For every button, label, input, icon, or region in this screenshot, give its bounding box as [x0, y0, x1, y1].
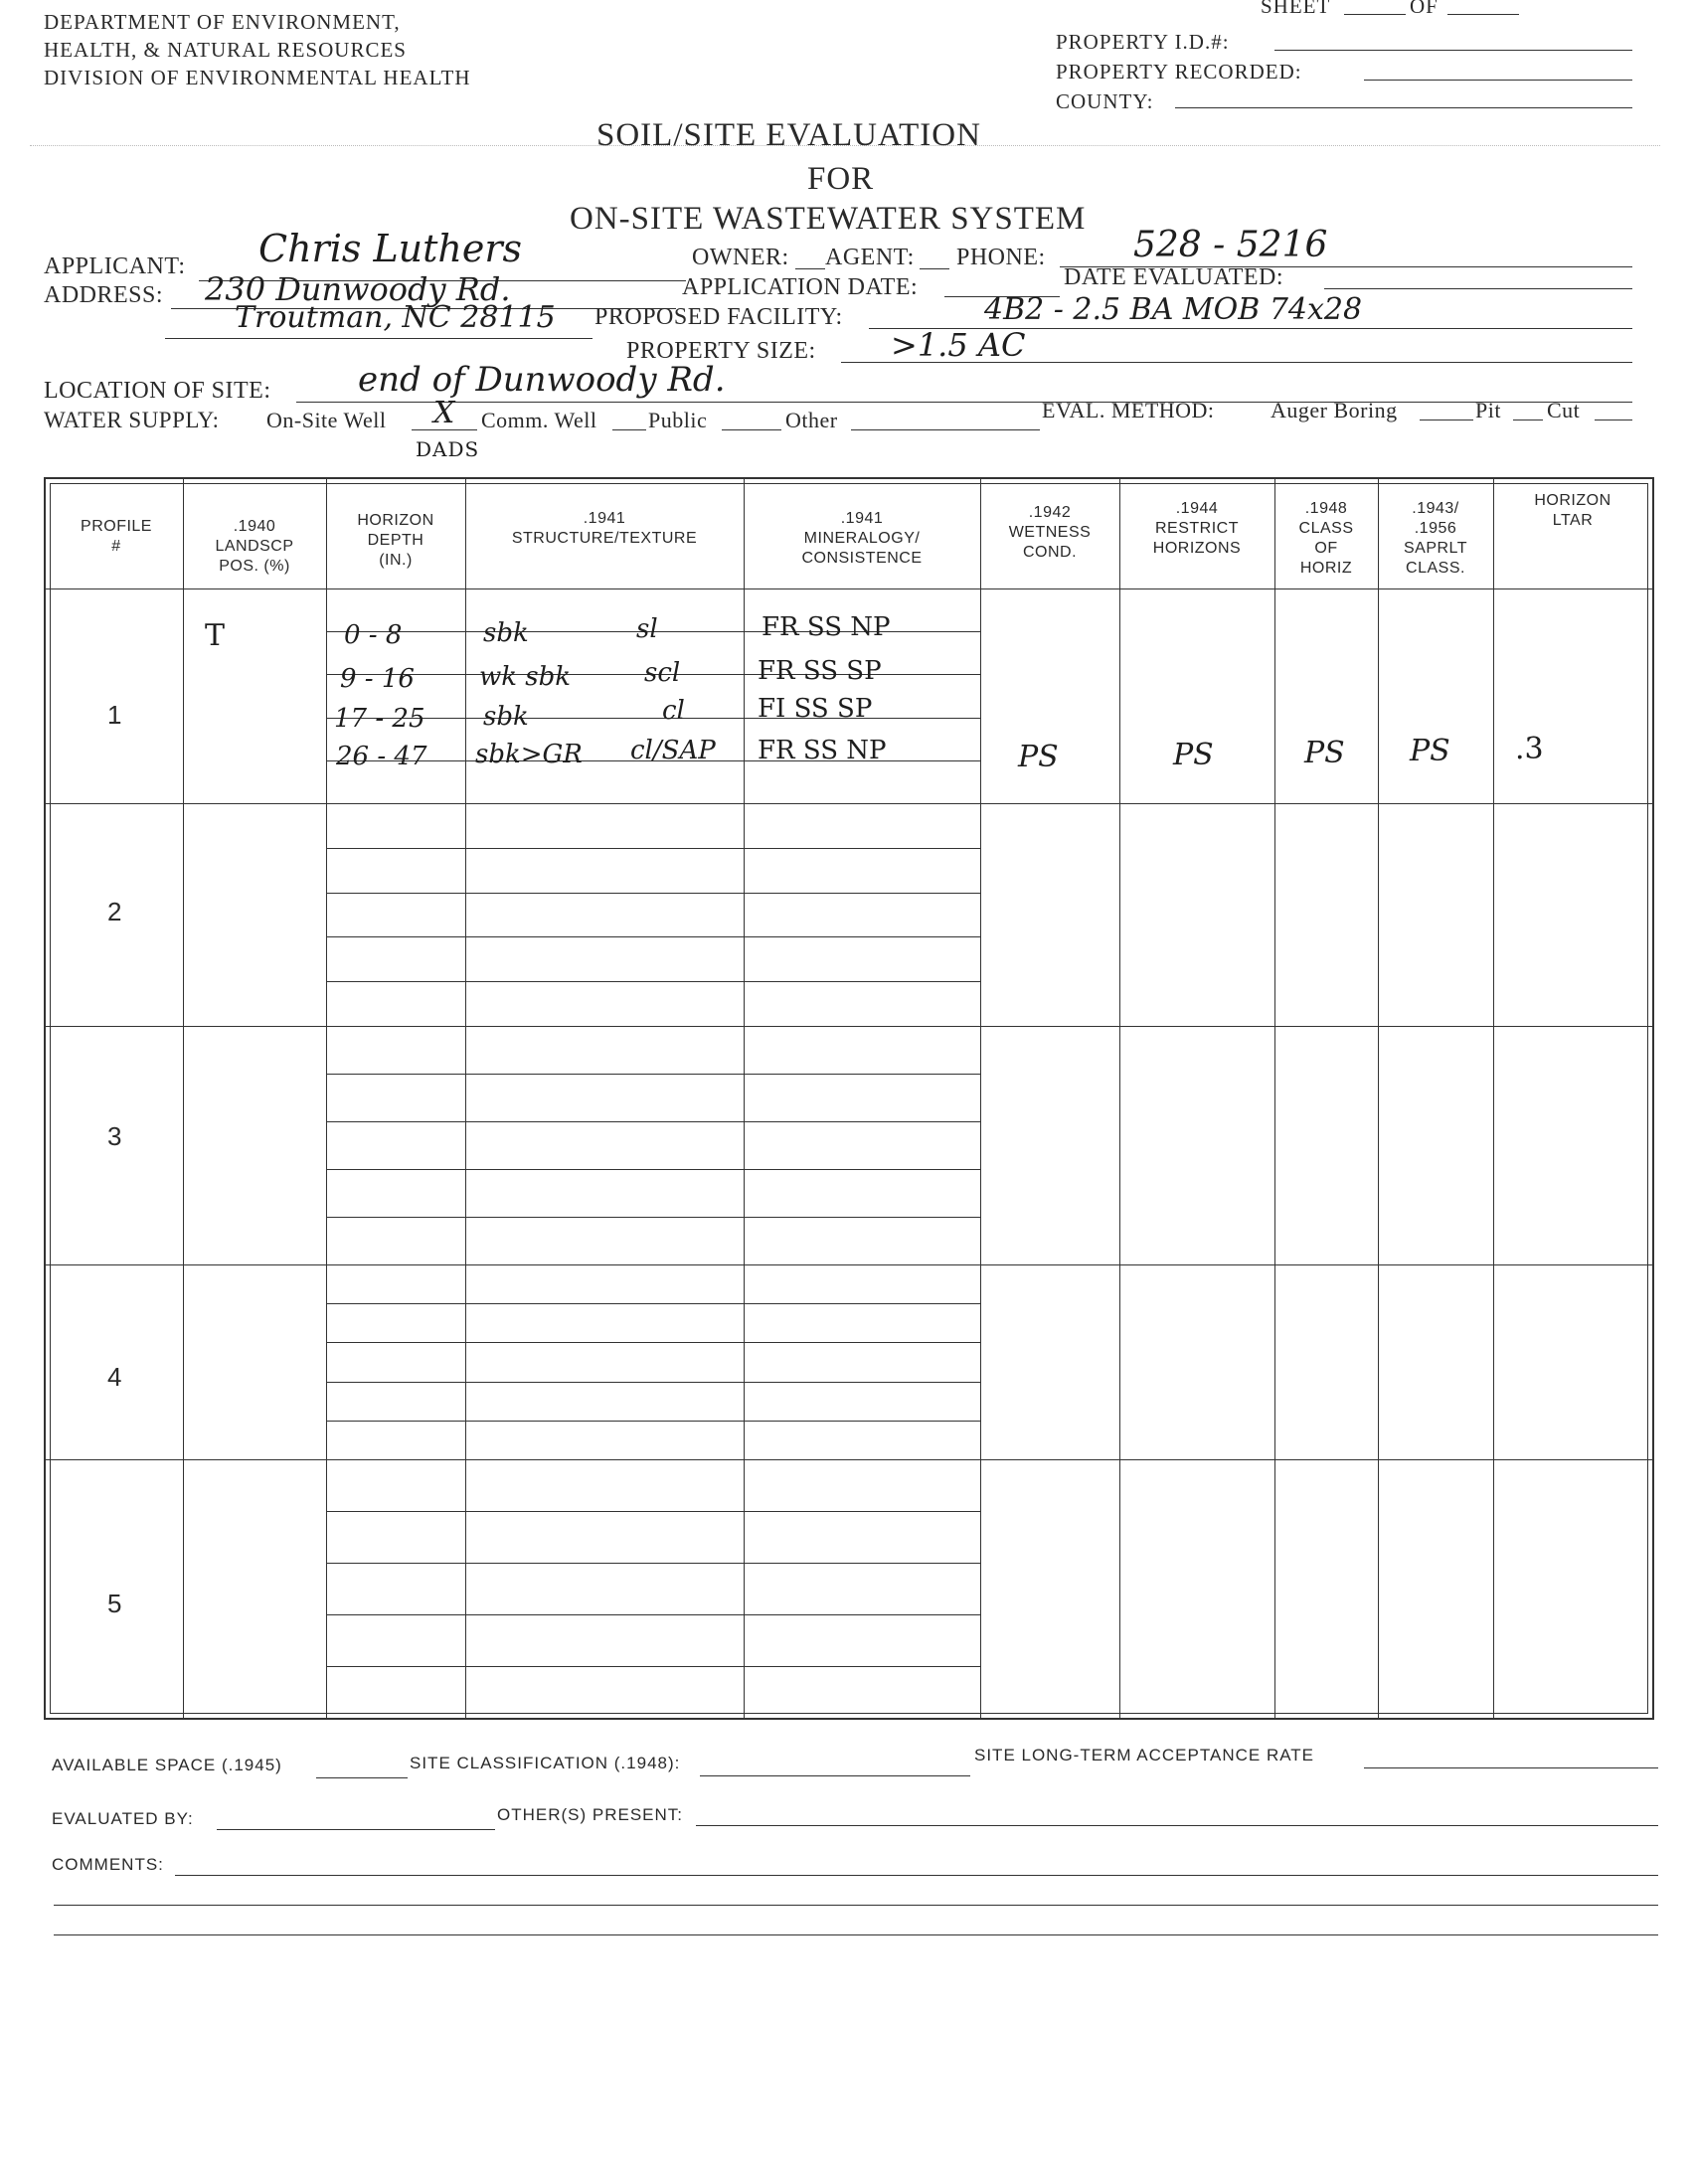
comments-label: COMMENTS:	[52, 1855, 164, 1874]
of-label: OF	[1410, 0, 1439, 18]
ltar-label: SITE LONG-TERM ACCEPTANCE RATE	[974, 1746, 1315, 1764]
evaluated-by-label: EVALUATED BY:	[52, 1809, 194, 1828]
comm-well-label: Comm. Well	[481, 408, 597, 432]
property-recorded-field[interactable]	[1364, 80, 1632, 81]
location-value: end of Dunwoody Rd.	[358, 360, 726, 400]
application-date-label: APPLICATION DATE:	[682, 274, 919, 300]
of-field[interactable]	[1447, 14, 1519, 15]
on-site-well-label: On-Site Well	[266, 408, 387, 432]
profile-number-2: 2	[107, 897, 122, 926]
col-header-landscape: .1940 LANDSCP POS. (%)	[215, 518, 294, 575]
phone-label: PHONE:	[956, 245, 1046, 270]
public-label: Public	[648, 408, 708, 432]
on-site-well-check: X	[433, 396, 455, 430]
available-space-label: AVAILABLE SPACE (.1945)	[52, 1756, 282, 1774]
horizon-row-line	[326, 981, 980, 982]
col-line	[465, 479, 466, 1718]
comm-well-field[interactable]	[612, 429, 646, 430]
comments-field-2[interactable]	[54, 1905, 1658, 1906]
pit-label: Pit	[1475, 398, 1501, 422]
address-value-2: Troutman, NC 28115	[235, 300, 556, 335]
p1-row4-texture: cl/SAP	[630, 736, 716, 765]
p1-ltar: .3	[1515, 732, 1544, 766]
p1-row1-texture: sl	[636, 614, 658, 644]
evaluated-by-field[interactable]	[217, 1829, 495, 1830]
p1-row3-structure: sbk	[483, 702, 529, 732]
horizon-row-line	[326, 1303, 980, 1304]
profile-divider	[46, 1026, 1652, 1027]
sheet-label: SHEET	[1261, 0, 1331, 18]
location-field[interactable]	[296, 402, 1632, 403]
col-line	[326, 479, 327, 1718]
horizon-row-line	[326, 1563, 980, 1564]
p1-row3-mineralogy: FI SS SP	[758, 694, 873, 724]
location-label: LOCATION OF SITE:	[44, 378, 271, 404]
horizon-row-line	[326, 1074, 980, 1075]
address-label: ADDRESS:	[44, 282, 164, 308]
profile-number-4: 4	[107, 1362, 122, 1392]
others-present-field[interactable]	[696, 1825, 1658, 1826]
p1-restrict: PS	[1173, 738, 1214, 772]
p1-row2-structure: wk sbk	[479, 662, 572, 692]
horizon-row-line	[326, 936, 980, 937]
profile-number-3: 3	[107, 1121, 122, 1151]
p1-row2-texture: scl	[644, 658, 681, 688]
profile-divider	[46, 803, 1652, 804]
available-space-field[interactable]	[316, 1777, 408, 1778]
comments-field-3[interactable]	[54, 1934, 1658, 1935]
dept-line-3: DIVISION OF ENVIRONMENTAL HEALTH	[44, 66, 471, 89]
auger-boring-label: Auger Boring	[1270, 398, 1398, 422]
col-header-ltar: HORIZON LTAR	[1534, 492, 1611, 529]
property-size-value: >1.5 AC	[891, 326, 1026, 364]
date-evaluated-field[interactable]	[1324, 288, 1632, 289]
property-id-field[interactable]	[1274, 50, 1632, 51]
profile-number-5: 5	[107, 1589, 122, 1618]
col-line	[1493, 479, 1494, 1718]
p1-wetness: PS	[1018, 740, 1059, 774]
date-evaluated-label: DATE EVALUATED:	[1064, 264, 1284, 290]
county-field[interactable]	[1175, 107, 1632, 108]
form-title-for: FOR	[807, 161, 875, 197]
well-note: DADS	[416, 437, 480, 461]
proposed-facility-label: PROPOSED FACILITY:	[594, 304, 843, 330]
col-line	[183, 479, 184, 1718]
comments-field-1[interactable]	[175, 1875, 1658, 1876]
col-header-mineralogy: .1941 MINERALOGY/ CONSISTENCE	[801, 510, 923, 567]
horizon-row-line	[326, 1421, 980, 1422]
others-present-label: OTHER(S) PRESENT:	[497, 1805, 684, 1824]
water-supply-label: WATER SUPPLY:	[44, 408, 220, 432]
horizon-row-line	[326, 848, 980, 849]
horizon-row-line	[326, 1666, 980, 1667]
col-header-profile: PROFILE #	[81, 518, 152, 555]
col-header-saprolite: .1943/ .1956 SAPRLT CLASS.	[1403, 500, 1468, 577]
dept-line-2: HEALTH, & NATURAL RESOURCES	[44, 38, 407, 62]
col-header-structure: .1941 STRUCTURE/TEXTURE	[511, 510, 698, 547]
col-header-depth: HORIZON DEPTH (IN.)	[357, 512, 434, 569]
property-recorded-label: PROPERTY RECORDED:	[1056, 60, 1302, 84]
evaluation-table	[44, 477, 1654, 1720]
p1-row4-depth: 26 - 47	[336, 742, 427, 771]
p1-landscape: T	[205, 618, 226, 653]
property-size-label: PROPERTY SIZE:	[626, 338, 816, 364]
profile-divider	[46, 1264, 1652, 1265]
p1-row1-depth: 0 - 8	[344, 620, 403, 650]
sheet-field[interactable]	[1344, 14, 1406, 15]
p1-row3-depth: 17 - 25	[334, 704, 425, 734]
p1-class: PS	[1304, 736, 1345, 770]
header-divider	[46, 588, 1652, 589]
form-title-system: ON-SITE WASTEWATER SYSTEM	[570, 201, 1087, 237]
col-line	[744, 479, 745, 1718]
agent-label: AGENT:	[825, 245, 915, 270]
county-label: COUNTY:	[1056, 89, 1154, 113]
col-line	[980, 479, 981, 1718]
form-title: SOIL/SITE EVALUATION	[596, 117, 981, 153]
p1-row1-mineralogy: FR SS NP	[762, 612, 891, 642]
p1-row2-mineralogy: FR SS SP	[758, 656, 882, 686]
p1-row3-texture: cl	[662, 696, 685, 726]
address-field-2[interactable]	[165, 338, 593, 339]
address-value-1: 230 Dunwoody Rd.	[205, 270, 511, 308]
horizon-row-line	[326, 1217, 980, 1218]
proposed-facility-value: 4B2 - 2.5 BA MOB 74x28	[984, 292, 1363, 327]
col-line	[1378, 479, 1379, 1718]
ltar-field[interactable]	[1364, 1767, 1658, 1768]
horizon-row-line	[326, 893, 980, 894]
profile-divider	[46, 1459, 1652, 1460]
phone-value: 528 - 5216	[1133, 225, 1328, 265]
applicant-label: APPLICANT:	[44, 253, 186, 279]
horizon-row-line	[326, 1511, 980, 1512]
cut-label: Cut	[1547, 398, 1581, 422]
p1-row4-mineralogy: FR SS NP	[758, 736, 887, 765]
horizon-row-line	[326, 1382, 980, 1383]
col-line	[1119, 479, 1120, 1718]
other-field[interactable]	[851, 429, 1040, 430]
p1-row4-structure: sbk>GR	[475, 740, 583, 769]
agent-field[interactable]	[920, 268, 949, 269]
col-header-wetness: .1942 WETNESS COND.	[1008, 504, 1092, 561]
p1-row1-structure: sbk	[483, 618, 529, 648]
p1-row2-depth: 9 - 16	[340, 664, 415, 694]
public-field[interactable]	[722, 429, 781, 430]
property-id-label: PROPERTY I.D.#:	[1056, 30, 1230, 54]
col-line	[1274, 479, 1275, 1718]
other-label: Other	[785, 408, 838, 432]
profile-number-1: 1	[107, 700, 122, 730]
col-header-restrict: .1944 RESTRICT HORIZONS	[1152, 500, 1242, 557]
horizon-row-line	[326, 1169, 980, 1170]
dept-line-1: DEPARTMENT OF ENVIRONMENT,	[44, 10, 401, 34]
site-classification-label: SITE CLASSIFICATION (.1948):	[410, 1754, 681, 1772]
owner-field[interactable]	[795, 268, 825, 269]
horizon-row-line	[326, 1121, 980, 1122]
applicant-value: Chris Luthers	[258, 227, 523, 270]
col-header-class: .1948 CLASS OF HORIZ	[1298, 500, 1354, 577]
owner-label: OWNER:	[692, 245, 789, 270]
horizon-row-line	[326, 1342, 980, 1343]
eval-method-label: EVAL. METHOD:	[1042, 398, 1215, 422]
horizon-row-line	[326, 1614, 980, 1615]
p1-saprolite: PS	[1410, 734, 1450, 768]
site-classification-field[interactable]	[700, 1775, 970, 1776]
